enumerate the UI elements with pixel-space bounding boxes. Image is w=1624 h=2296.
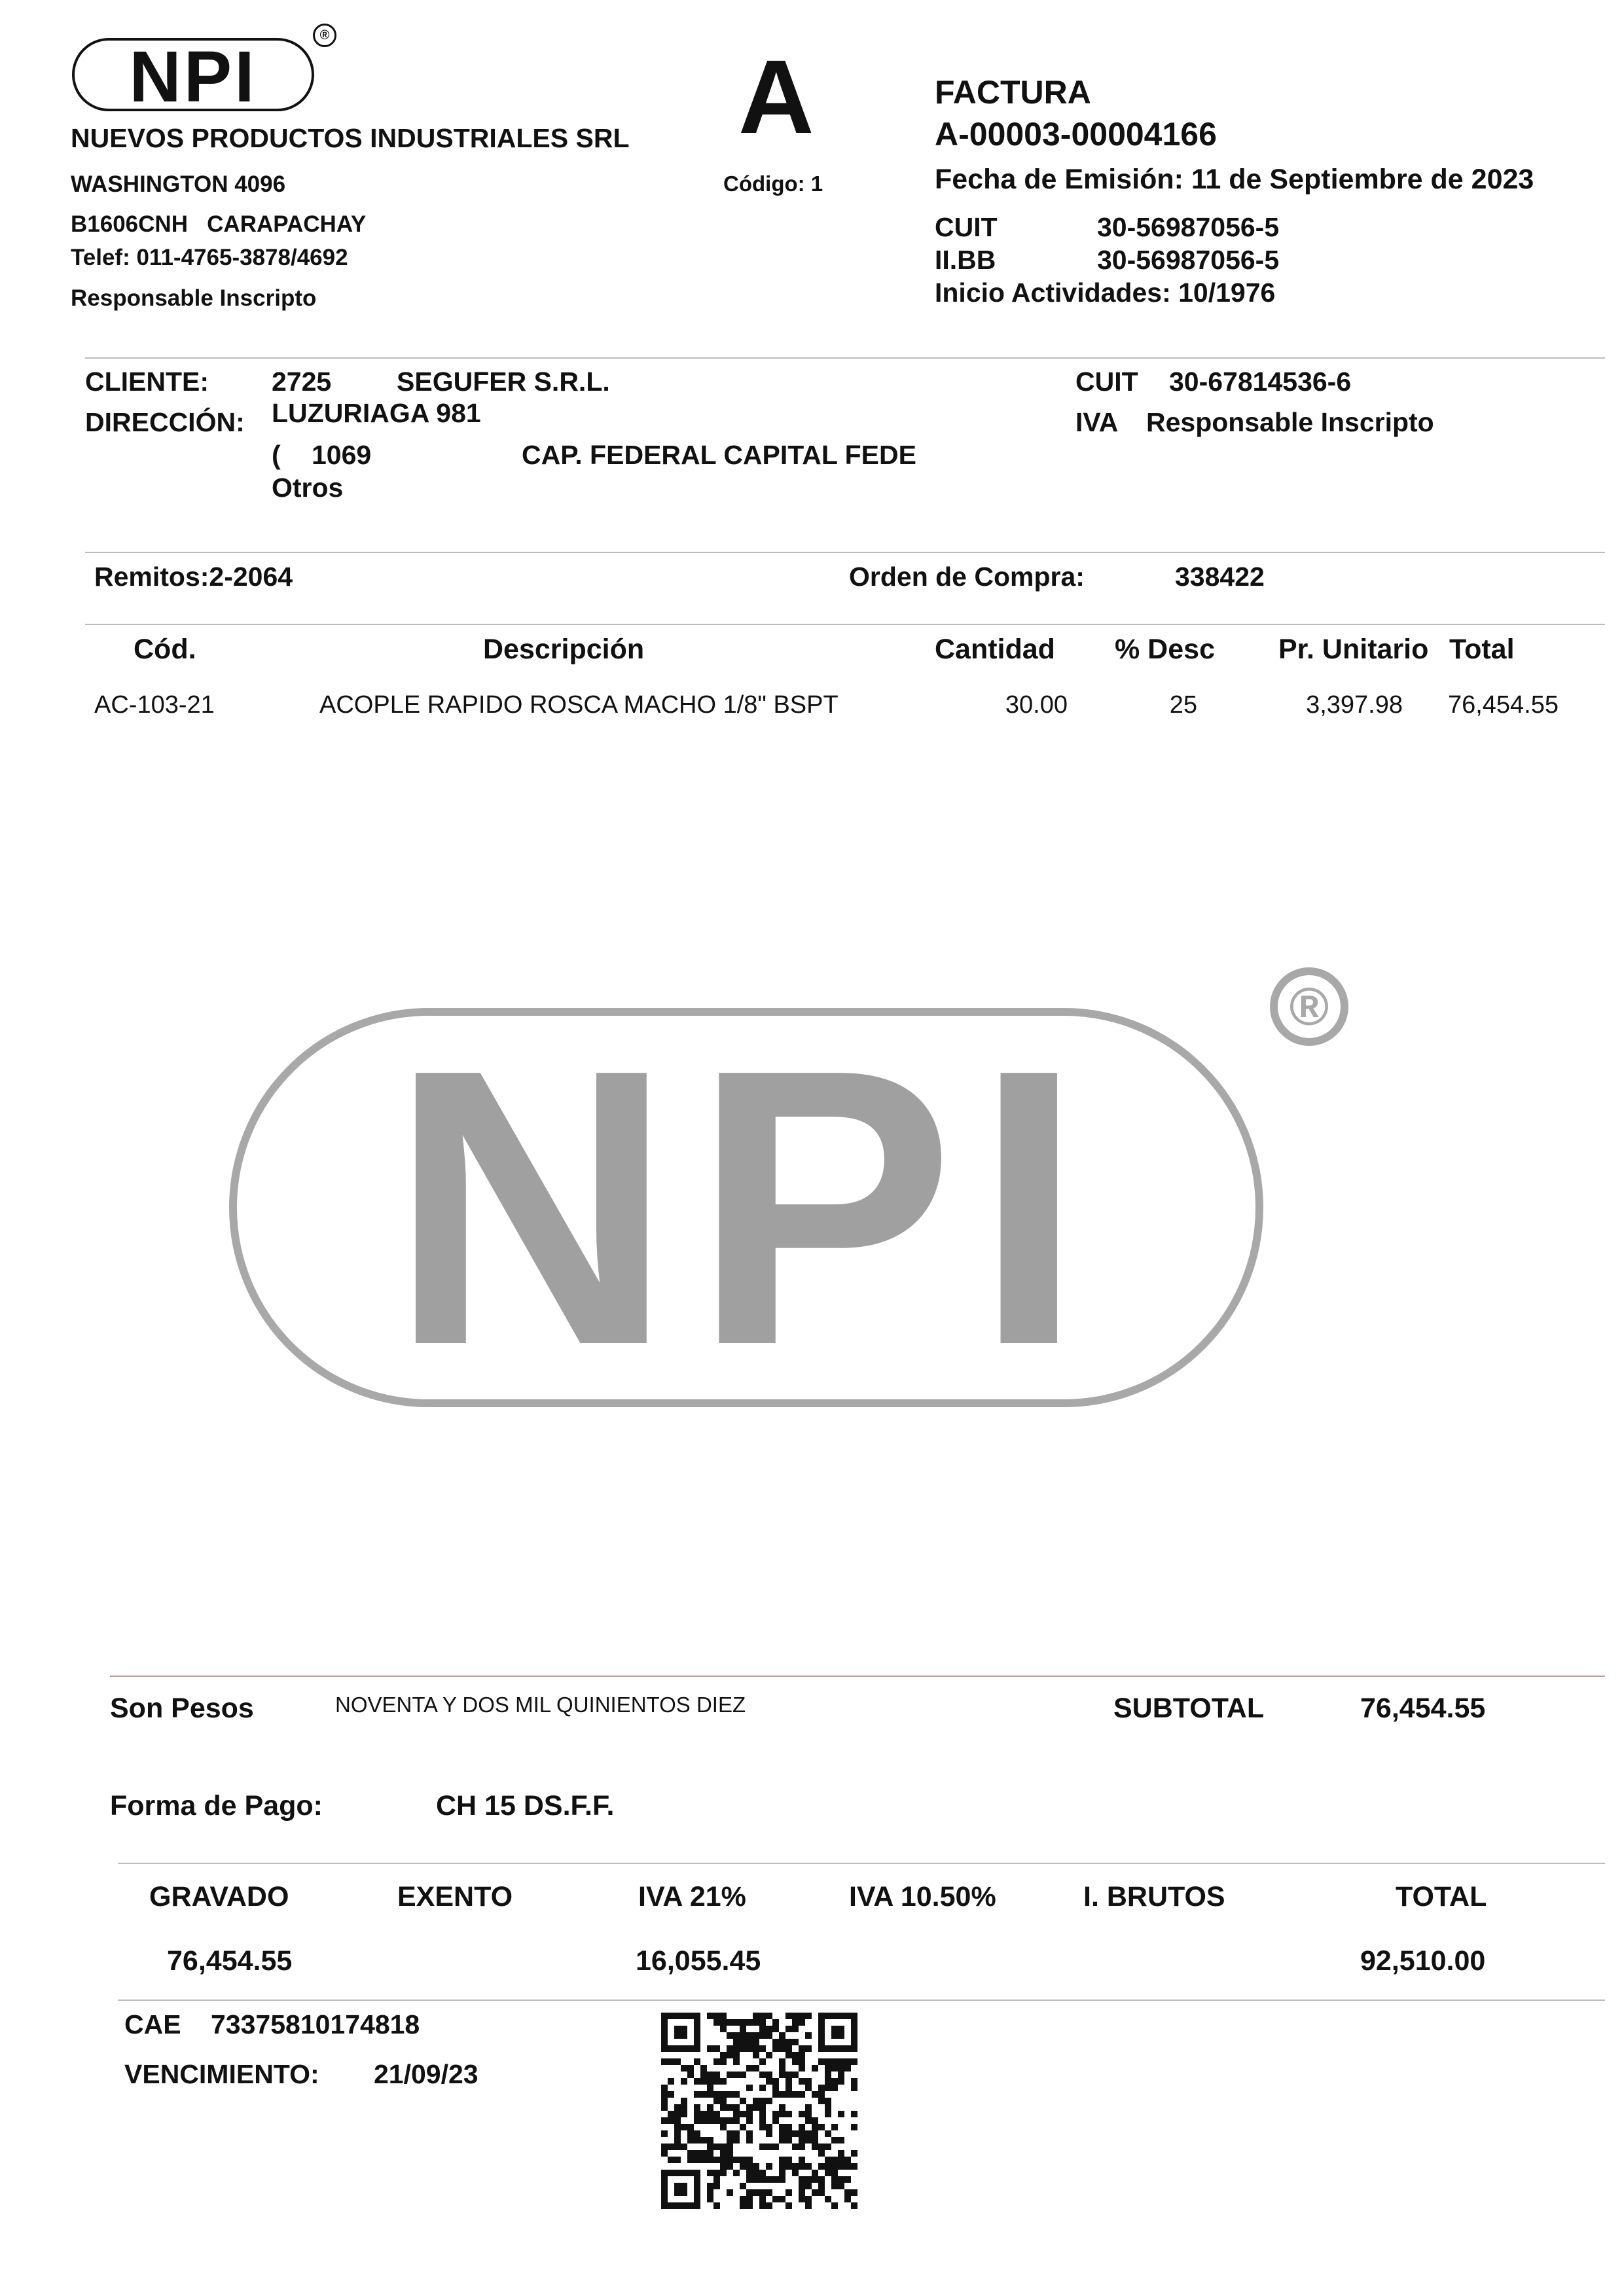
divider bbox=[110, 1676, 1605, 1677]
divider bbox=[118, 1863, 1605, 1864]
invoice-cuit-value: 30-56987056-5 bbox=[1097, 212, 1280, 242]
col-header-description: Descripción bbox=[483, 634, 645, 665]
watermark-text: NPI bbox=[389, 988, 1104, 1427]
issuer-tax-condition: Responsable Inscripto bbox=[71, 285, 317, 311]
totals-value-iva21: 16,055.45 bbox=[636, 1945, 761, 1977]
col-header-total: Total bbox=[1449, 634, 1515, 665]
invoice-title: FACTURA bbox=[935, 74, 1091, 111]
client-code: 2725 bbox=[272, 367, 332, 397]
divider bbox=[85, 552, 1605, 553]
client-iva-label: IVA bbox=[1075, 407, 1119, 437]
client-iva-value: Responsable Inscripto bbox=[1146, 407, 1434, 437]
row-total: 76,454.55 bbox=[1447, 691, 1559, 719]
qr-code-icon bbox=[661, 2013, 857, 2209]
client-cuit-label: CUIT bbox=[1075, 367, 1138, 397]
row-code: AC-103-21 bbox=[94, 691, 215, 719]
divider bbox=[118, 2000, 1605, 2001]
invoice-iibb-label: II.BB bbox=[935, 245, 996, 275]
issuer-phone: Telef: 011-4765-3878/4692 bbox=[71, 245, 348, 270]
row-unit-price: 3,397.98 bbox=[1306, 691, 1403, 719]
invoice-code: Código: 1 bbox=[723, 171, 823, 196]
invoice-iibb-value: 30-56987056-5 bbox=[1097, 245, 1280, 275]
company-logo bbox=[72, 37, 314, 117]
invoice-start-activities: Inicio Actividades: 10/1976 bbox=[935, 278, 1276, 308]
son-pesos-label: Son Pesos bbox=[110, 1693, 254, 1724]
totals-value-gravado: 76,454.55 bbox=[167, 1945, 293, 1977]
invoice-number: A-00003-00004166 bbox=[935, 116, 1217, 152]
watermark-logo bbox=[229, 988, 1263, 1427]
subtotal-value: 76,454.55 bbox=[1360, 1693, 1486, 1724]
row-quantity: 30.00 bbox=[1005, 691, 1068, 719]
divider bbox=[85, 624, 1605, 625]
totals-value-total: 92,510.00 bbox=[1360, 1945, 1486, 1977]
purchase-order-value: 338422 bbox=[1175, 562, 1265, 592]
client-label: CLIENTE: bbox=[85, 367, 209, 397]
col-header-code: Cód. bbox=[134, 634, 196, 665]
logo-text: NPI bbox=[129, 37, 257, 117]
totals-header-exento: EXENTO bbox=[397, 1881, 513, 1912]
subtotal-label: SUBTOTAL bbox=[1113, 1693, 1265, 1724]
totals-header-iva21: IVA 21% bbox=[638, 1881, 746, 1912]
invoice-issue-date: Fecha de Emisión: 11 de Septiembre de 2023 bbox=[935, 164, 1534, 195]
client-other: Otros bbox=[272, 473, 344, 503]
totals-header-ibrutos: I. BRUTOS bbox=[1083, 1881, 1225, 1912]
client-postal-code: 1069 bbox=[312, 440, 372, 470]
totals-header-gravado: GRAVADO bbox=[149, 1881, 289, 1912]
son-pesos-value: NOVENTA Y DOS MIL QUINIENTOS DIEZ bbox=[335, 1693, 746, 1717]
issuer-city: B1606CNH CARAPACHAY bbox=[71, 211, 367, 237]
client-name: SEGUFER S.R.L. bbox=[397, 367, 610, 397]
invoice-letter: A bbox=[738, 38, 814, 155]
cae-due-label: VENCIMIENTO: bbox=[124, 2059, 319, 2089]
purchase-order-label: Orden de Compra: bbox=[849, 562, 1085, 592]
address-label: DIRECCIÓN: bbox=[85, 407, 245, 437]
issuer-address: WASHINGTON 4096 bbox=[71, 171, 286, 197]
client-cuit-value: 30-67814536-6 bbox=[1169, 367, 1352, 397]
col-header-discount: % Desc bbox=[1115, 634, 1215, 665]
payment-value: CH 15 DS.F.F. bbox=[436, 1790, 615, 1821]
divider bbox=[85, 357, 1605, 359]
row-discount: 25 bbox=[1169, 691, 1197, 719]
client-postal-open: ( bbox=[272, 440, 281, 470]
watermark-registered-icon: ® bbox=[1270, 967, 1348, 1046]
cae-label: CAE bbox=[124, 2009, 181, 2039]
remitos: Remitos:2-2064 bbox=[94, 562, 293, 592]
client-street: LUZURIAGA 981 bbox=[272, 398, 481, 428]
payment-label: Forma de Pago: bbox=[110, 1790, 323, 1821]
totals-header-total: TOTAL bbox=[1396, 1881, 1487, 1912]
issuer-name: NUEVOS PRODUCTOS INDUSTRIALES SRL bbox=[71, 123, 630, 153]
col-header-unit-price: Pr. Unitario bbox=[1278, 634, 1429, 665]
invoice-cuit-label: CUIT bbox=[935, 212, 998, 242]
col-header-quantity: Cantidad bbox=[935, 634, 1055, 665]
client-city: CAP. FEDERAL CAPITAL FEDE bbox=[522, 440, 916, 470]
cae-due-value: 21/09/23 bbox=[374, 2059, 478, 2089]
registered-mark-icon: ® bbox=[313, 24, 336, 47]
cae-value: 73375810174818 bbox=[211, 2009, 420, 2039]
totals-header-iva105: IVA 10.50% bbox=[849, 1881, 996, 1912]
row-description: ACOPLE RAPIDO ROSCA MACHO 1/8" BSPT bbox=[319, 691, 839, 719]
